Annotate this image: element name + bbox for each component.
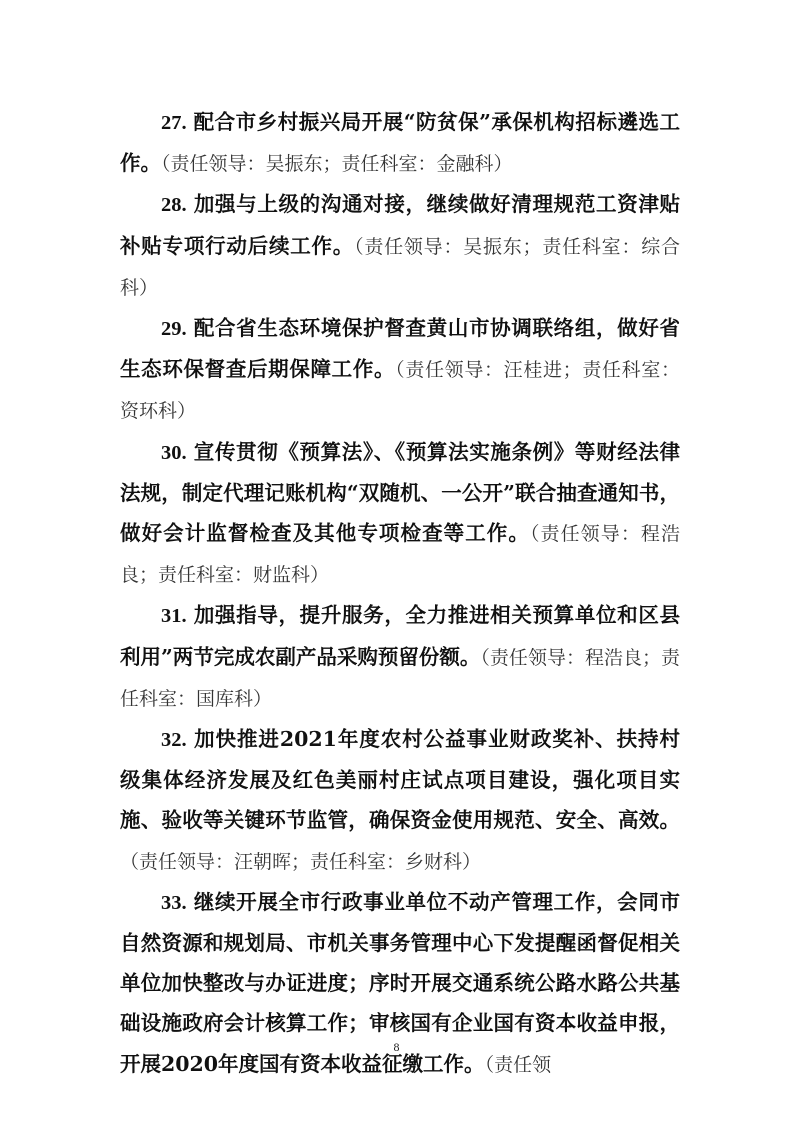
list-item-28 (120, 184, 680, 308)
item-number: 31. (161, 605, 187, 628)
page-number: 8 (393, 1040, 400, 1054)
item-responsibility: （责任领导：汪桂进；责任科室：资环科） (120, 359, 680, 423)
item-responsibility: （责任领 (484, 1053, 552, 1076)
item-text: 加强指导，提升服务，全力推进相关预算单位和区县利用”两节完成农副产品采购预留份额。 (120, 603, 680, 669)
document-body (120, 102, 680, 1085)
item-number: 29. (161, 318, 187, 341)
item-number: 30. (161, 441, 187, 464)
item-responsibility: （责任领导：程浩良；责任科室：财监科） (120, 523, 680, 587)
item-responsibility: （责任领导：程浩良；责任科室：国库科） (120, 646, 680, 710)
item-text: 配合省生态环境保护督查黄山市协调联络组，做好省生态环保督查后期保障工作。 (120, 316, 680, 382)
list-item-31 (120, 595, 680, 719)
item-text: 继续开展全市行政事业单位不动产管理工作，会同市自然资源和规划局、市机关事务管理中心下发提醒函督促相关单位加快整改与办证进度；序时开展交通系统公路水路公共基础设施政府会计核算工作；审核国有企业国有资本收益申报，开展2020年度国有资本收益征缴工作。 (120, 889, 680, 1076)
item-text: 加快推进2021年度农村公益事业财政奖补、扶持村级集体经济发展及红色美丽村庄试点项目建设，强化项目实施、验收等关键环节监管，确保资金使用规范、安全、高效。 (120, 727, 680, 833)
item-text: 配合市乡村振兴局开展“防贫保”承保机构招标遴选工作。 (120, 110, 680, 176)
item-number: 27. (161, 112, 187, 134)
item-responsibility: （责任领导：吴振东；责任科室：综合科） (120, 235, 680, 299)
item-responsibility: （责任领导：吴振东；责任科室：金融科） (161, 153, 513, 176)
list-item-27 (120, 102, 680, 184)
list-item-29 (120, 308, 680, 432)
list-item-30 (120, 432, 680, 596)
item-number: 28. (161, 194, 187, 217)
list-item-32 (120, 719, 680, 882)
item-responsibility: （责任领导：汪朝晖；责任科室：乡财科） (120, 850, 482, 873)
item-number: 32. (161, 729, 187, 752)
item-text: 加强与上级的沟通对接，继续做好清理规范工资津贴补贴专项行动后续工作。 (120, 192, 680, 258)
item-text: 宣传贯彻《预算法》、《预算法实施条例》等财经法律法规，制定代理记账机构“双随机、一公开”联合抽查通知书，做好会计监督检查及其他专项检查等工作。 (120, 439, 680, 546)
item-number: 33. (161, 891, 187, 914)
